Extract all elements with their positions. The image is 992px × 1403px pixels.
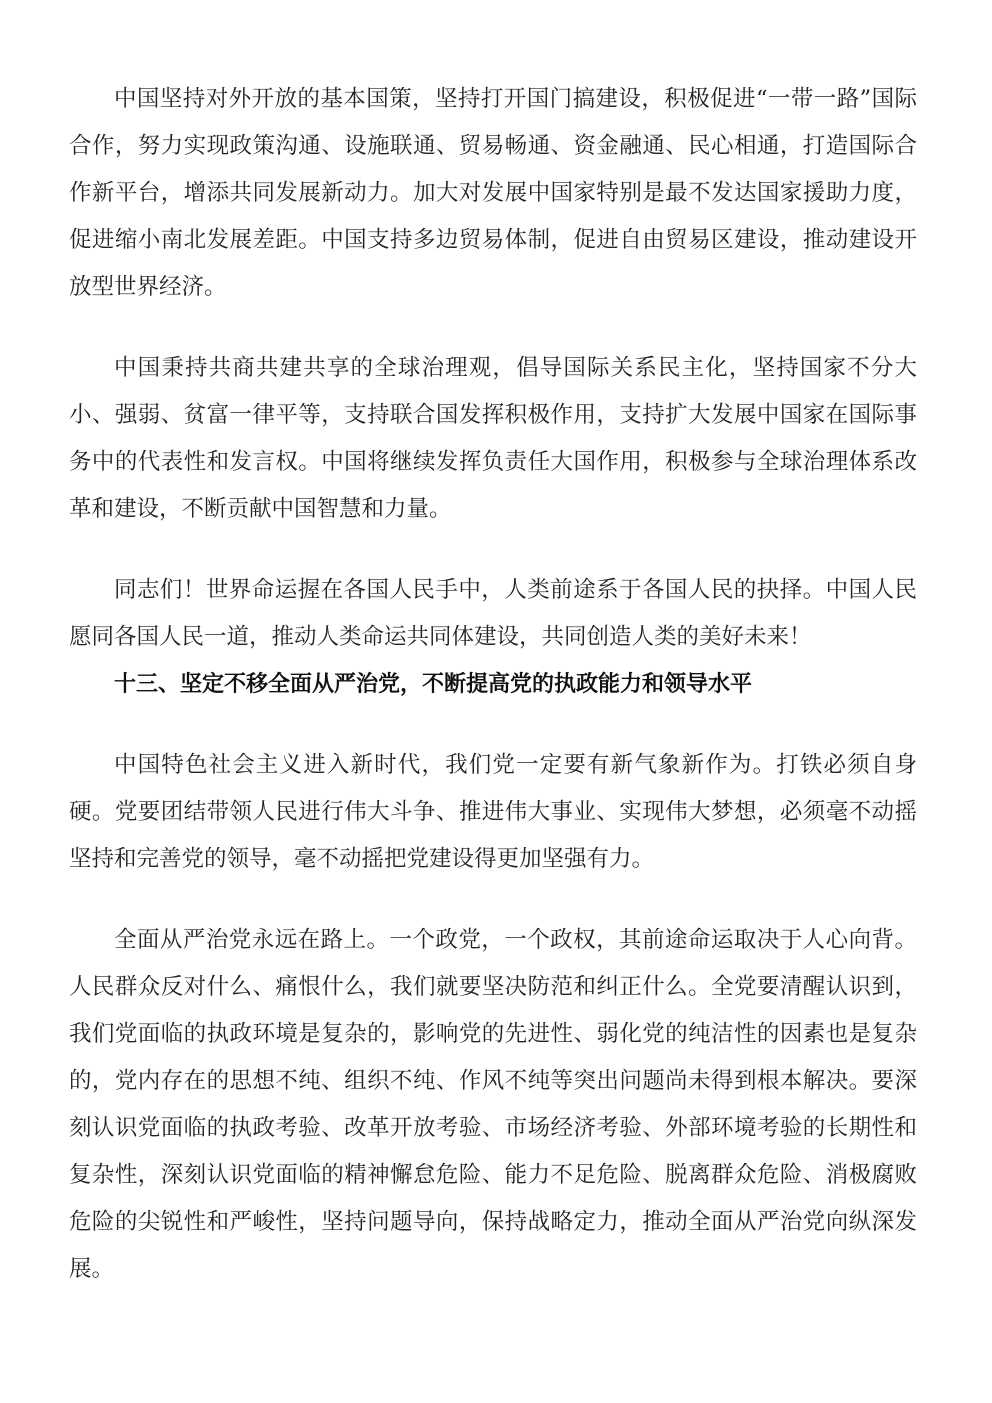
paragraph-party-discipline: 全面从严治党永远在路上。一个政党，一个政权，其前途命运取决于人心向背。人民群众反对什么、痛恨什么，我们就要坚决防范和纠正什么。全党要清醒认识到，我们党面临的执政环境是复杂的，影响党的先进性、弱化党的纯洁性的因素也是复杂的，党内存在的思想不纯、组织不纯、作风不纯等突出问题尚未得到根本解决。要深刻认识党面临的执政考验、改革开放考验、市场经济考验、外部环境考验的长期性和复杂性，深刻认识党面临的精神懈怠危险、能力不足危险、脱离群众危险、消极腐败危险的尖锐性和严峻性，坚持问题导向，保持战略定力，推动全面从严治党向纵深发展。 bbox=[69, 927, 917, 1282]
paragraph-global-governance: 中国秉持共商共建共享的全球治理观，倡导国际关系民主化，坚持国家不分大小、强弱、贫富一律平等，支持联合国发挥积极作用，支持扩大发展中国家在国际事务中的代表性和发言权。中国将继续发挥负责任大国作用，积极参与全球治理体系改革和建设，不断贡献中国智慧和力量。 bbox=[69, 355, 917, 522]
paragraph-opening-up: 中国坚持对外开放的基本国策，坚持打开国门搞建设，积极促进“一带一路”国际合作，努力实现政策沟通、设施联通、贸易畅通、资金融通、民心相通，打造国际合作新平台，增添共同发展新动力。加大对发展中国家特别是最不发达国家援助力度，促进缩小南北发展差距。中国支持多边贸易体制，促进自由贸易区建设，推动建设开放型世界经济。 bbox=[69, 86, 917, 300]
paragraph-new-era: 中国特色社会主义进入新时代，我们党一定要有新气象新作为。打铁必须自身硬。党要团结带领人民进行伟大斗争、推进伟大事业、实现伟大梦想，必须毫不动摇坚持和完善党的领导，毫不动摇把党建设得更加坚强有力。 bbox=[69, 752, 917, 872]
paragraph-comrades: 同志们！世界命运握在各国人民手中，人类前途系于各国人民的抉择。中国人民愿同各国人民一道，推动人类命运共同体建设，共同创造人类的美好未来！ bbox=[69, 577, 917, 650]
document-body bbox=[69, 76, 917, 1293]
section-heading: 十三、坚定不移全面从严治党，不断提高党的执政能力和领导水平 bbox=[114, 672, 753, 697]
